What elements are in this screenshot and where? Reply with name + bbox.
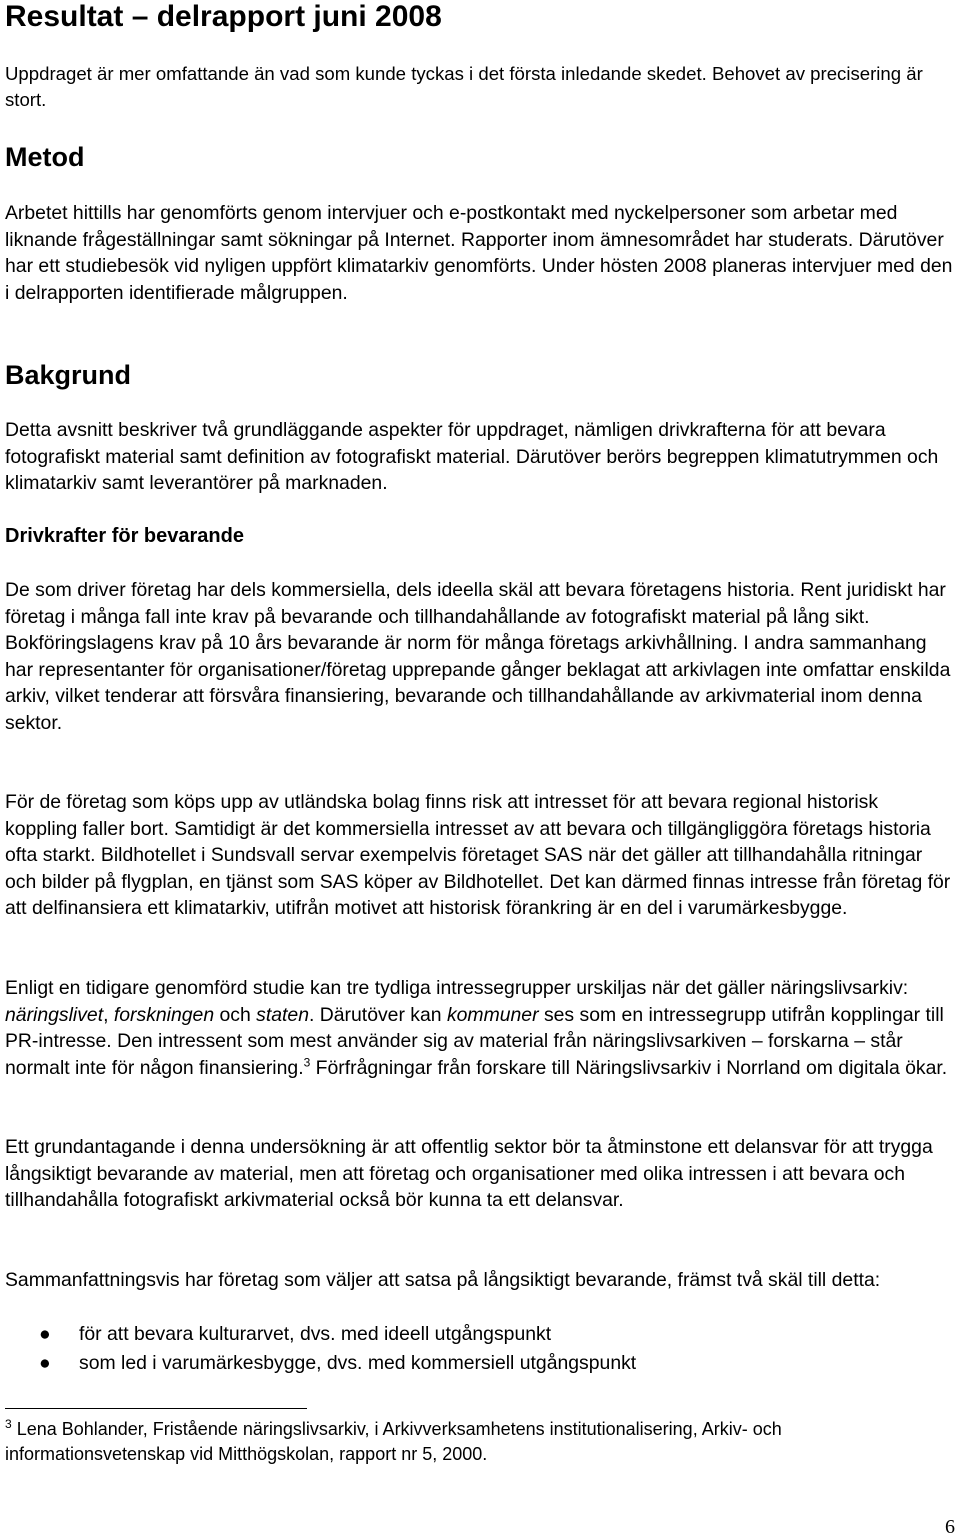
drivkrafter-paragraph-5: Sammanfattningsvis har företag som väljer att satsa på långsiktigt bevarande, främst två skäl till detta: [5, 1269, 881, 1291]
bullet-icon: ● [39, 1352, 51, 1374]
page-title: Resultat – delrapport juni 2008 [5, 0, 442, 33]
intro-paragraph: Uppdraget är mer omfattande än vad som kunde tyckas i det första inledande skedet. Behovet av precisering är stort. [5, 63, 923, 110]
footnote-divider [5, 1408, 307, 1409]
section-heading-metod: Metod [5, 142, 85, 172]
section-heading-bakgrund: Bakgrund [5, 360, 132, 390]
footnote-number: 3 [5, 1417, 12, 1431]
footnote-reference[interactable]: 3 [303, 1055, 311, 1070]
drivkrafter-paragraph-1: De som driver företag har dels kommersiella, dels ideella skäl att bevara företagens historia. Rent juridiskt har företag i många fall inte krav på bevarande och tillhandahållande av fotografiskt material på lång sikt. Bokföringslagens krav på 10 års bevarande är norm för många företags arkivhållning. I andra sammanhang har representanter för organisationer/företag upprepande gånger beklagat att arkivlagen inte omfattar enskilda arkiv, vilket tenderar att försvåra finansiering, bevarande och tillhandahållande av arkivmaterial inom denna sektor. [5, 579, 951, 734]
bakgrund-paragraph: Detta avsnitt beskriver två grundläggande aspekter för uppdraget, nämligen drivkrafterna för att bevara fotografiskt material samt definition av fotografiskt material. Därutöver berörs begreppen klimatutrymmen och klimatarkiv samt leverantörer på marknaden. [5, 419, 939, 495]
emphasis-kommuner: kommuner [446, 1003, 539, 1026]
emphasis-naringslivet: näringslivet [5, 1003, 104, 1026]
emphasis-forskningen: forskningen [113, 1003, 215, 1026]
drivkrafter-paragraph-4: Ett grundantagande i denna undersökning är att offentlig sektor bör ta åtminstone ett delansvar för att trygga långsiktigt bevarande av material, men att företag och organisationer med olika intressen i att bevara och tillhandahålla fotografiskt arkivmaterial också bör kunna ta ett delansvar. [5, 1136, 933, 1212]
list-item: ● som led i varumärkesbygge, dvs. med kommersiell utgångspunkt [5, 1349, 953, 1378]
footnote: $^3$ Lena Bohlander, Fristående näringslivsarkiv, i Arkivverksamhetens institutionalisering, Arkiv- och informationsvetenskap vid Mitthögskolan, rapport nr 5, 2000. [5, 1417, 782, 1464]
subsection-heading-drivkrafter: Drivkrafter för bevarande [5, 525, 244, 547]
reasons-bullet-list [5, 1320, 953, 1378]
drivkrafter-paragraph-2: För de företag som köps upp av utländska bolag finns risk att intresset för att bevara regional historisk koppling faller bort. Samtidigt är det kommersiella intresset av att bevara och tillgängliggöra företags historia ofta starkt. Bildhotellet i Sundsvall servar exempelvis företaget SAS när det gäller att tillhandahålla ritningar och bilder på flygplan, en tjänst som SAS köper av Bildhotellet. Det kan därmed finnas intresse från företag för att delfinansiera ett klimatarkiv, utifrån motivet att historisk förankring är en del i varumärkesbygge. [5, 791, 951, 920]
page-number: 6 [945, 1516, 955, 1538]
emphasis-staten: staten [256, 1003, 309, 1026]
metod-paragraph: Arbetet hittills har genomförts genom intervjuer och e-postkontakt med nyckelpersoner som arbetar med liknande frågeställningar samt sökningar på Internet. Rapporter inom ämnesområdet har studerats. Därutöver har ett studiebesök vid nyligen uppfört klimatarkiv genomförts. Under hösten 2008 planeras intervjuer med den i delrapporten identifierade målgruppen. [5, 202, 953, 304]
drivkrafter-paragraph-3: Enligt en tidigare genomförd studie kan tre tydliga intressegrupper urskiljas när det gäller näringslivsarkiv: näringslivet, forskningen och staten. Därutöver kan kommuner ses som en intressegrupp utifrån kopplingar till PR-intresse. Den intressent som mest använder sig av material från näringslivsarkiven – forskarna – står normalt inte för någon finansiering.$^3$ Förfrågningar från forskare till Näringslivsarkiv i Norrland om digitala ökar. [5, 977, 948, 1079]
bullet-icon: ● [39, 1323, 51, 1345]
list-item: ● för att bevara kulturarvet, dvs. med ideell utgångspunkt [5, 1320, 953, 1349]
